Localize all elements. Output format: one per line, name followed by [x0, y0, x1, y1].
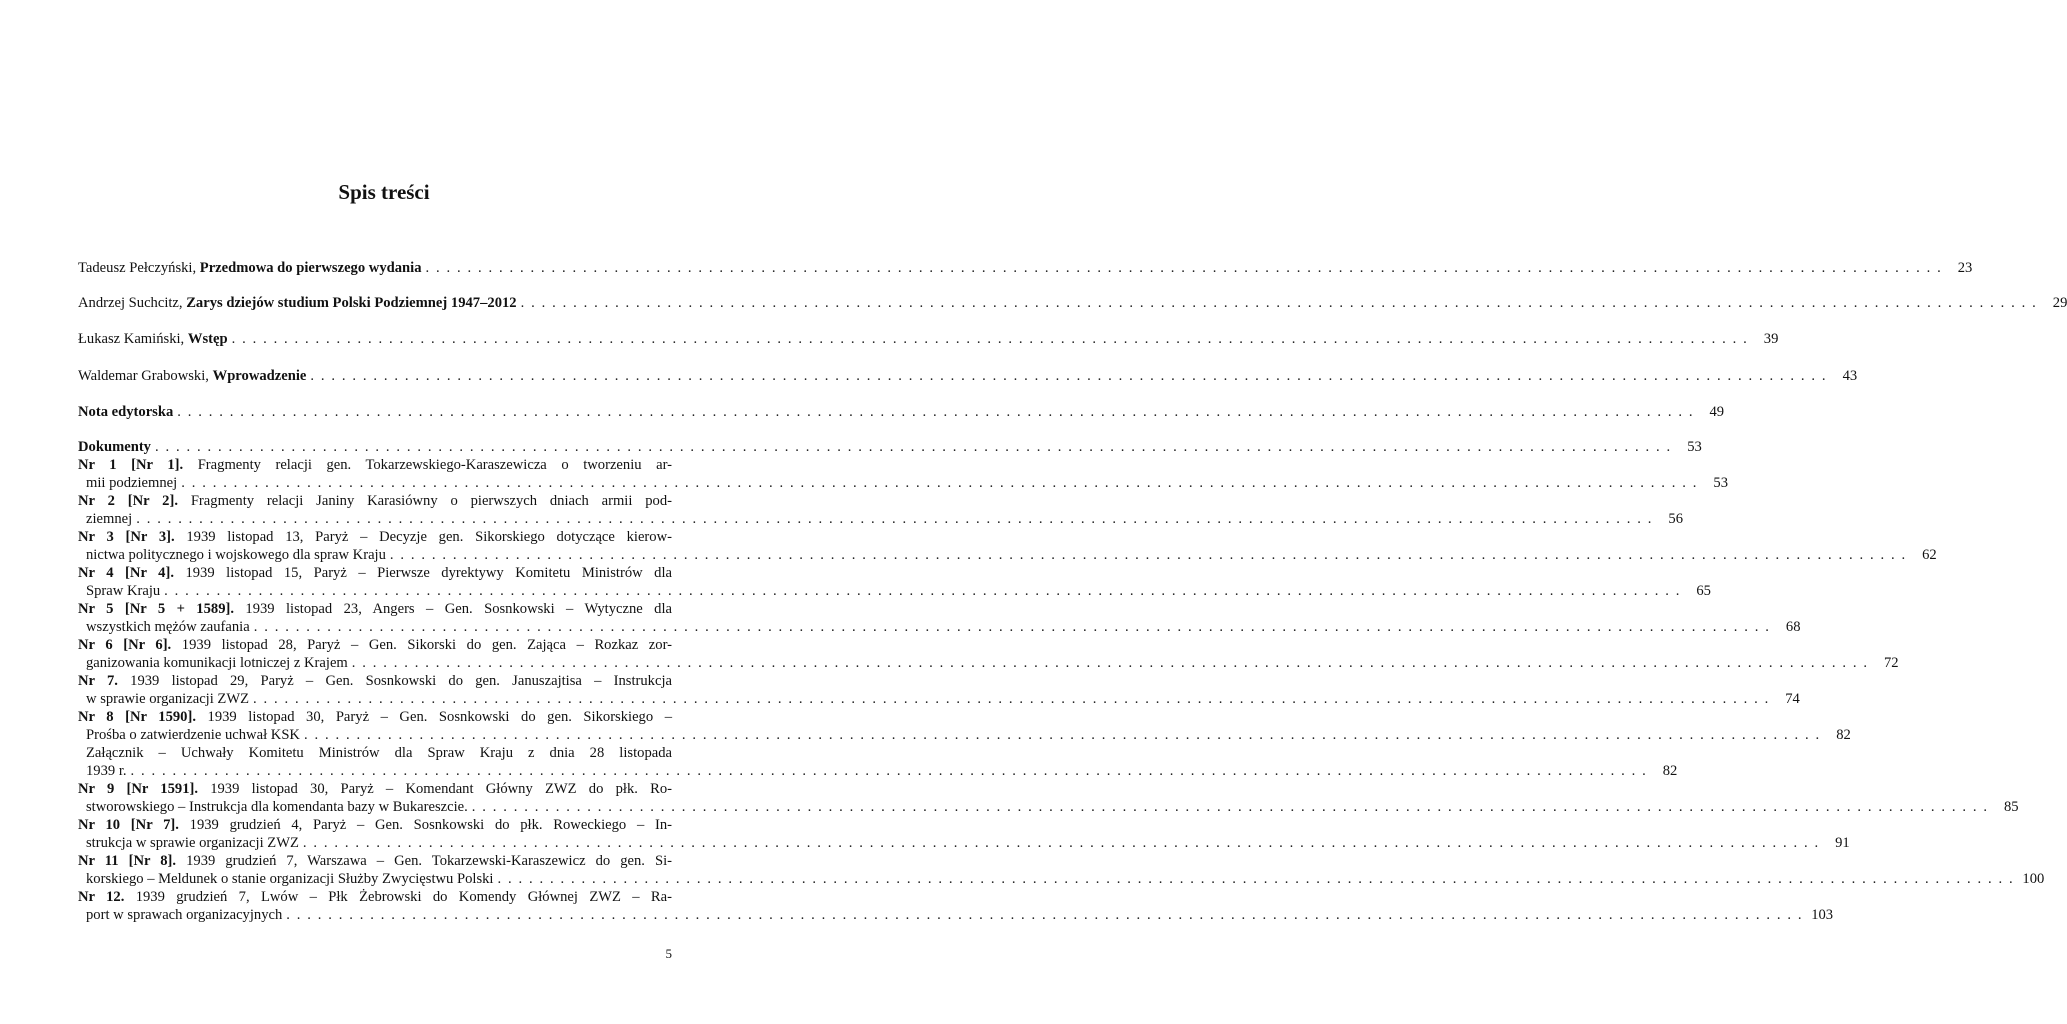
toc-entry-bold-text: Nr 6 [Nr 6].: [78, 637, 172, 653]
dot-leader: [521, 294, 2038, 312]
toc-line: [78, 708, 672, 726]
toc-entry-plain-text: 1939 listopad 15, Paryż – Pierwsze dyrektywy Komitetu Ministrów dla: [173, 565, 672, 581]
dot-leader: [177, 403, 1694, 421]
toc-line: [78, 870, 2045, 888]
toc-entry[interactable]: [78, 456, 1728, 492]
toc-entry-text: [86, 726, 300, 744]
toc-entry-plain-text: 1939 listopad 28, Paryż – Gen. Sikorski do gen. Zająca – Rozkaz zor-: [171, 637, 672, 653]
toc-entry-bold-text: Nr 2 [Nr 2].: [78, 493, 178, 509]
toc-page-number: 74: [1785, 691, 1800, 707]
toc-entry-plain-text: Łukasz Kamiński,: [78, 331, 188, 347]
toc-line: [78, 780, 672, 798]
dot-leader: [352, 654, 1869, 672]
dot-leader: [164, 582, 1681, 600]
toc-line: [78, 600, 672, 618]
toc-line: [78, 852, 672, 870]
toc-entry-bold-text: Nr 10 [Nr 7].: [78, 817, 179, 833]
page-title: Spis treści: [338, 180, 430, 204]
toc-entry[interactable]: [78, 636, 1899, 672]
toc-entry-bold-text: Nr 11 [Nr 8].: [78, 853, 177, 869]
toc-entry-plain-text: Waldemar Grabowski,: [78, 368, 213, 384]
toc-entry[interactable]: [78, 367, 1858, 385]
toc-entry-text: [86, 762, 127, 780]
toc-entry-plain-text: 1939 listopad 23, Angers – Gen. Sosnkowski – Wytyczne dla: [234, 601, 672, 617]
toc-entry-text: [86, 690, 249, 708]
dot-leader: [426, 259, 1943, 277]
toc-entry-text: [86, 870, 493, 888]
toc-entry[interactable]: [78, 259, 1973, 277]
toc-page-number: 53: [1687, 439, 1702, 455]
toc-entry-text: [86, 618, 250, 636]
toc-page-number: 53: [1713, 475, 1728, 491]
toc-page-number: 68: [1785, 619, 1801, 635]
toc-entry-text: [86, 834, 299, 852]
toc-entry-bold-text: Nr 1 [Nr 1].: [78, 457, 184, 473]
toc-entry-plain-text: 1939 listopad 29, Paryż – Gen. Sosnkowski do gen. Januszajtisa – Instrukcja: [117, 673, 672, 689]
toc-entry-plain-text: Andrzej Suchcitz,: [78, 295, 187, 311]
dot-leader: [497, 870, 2014, 888]
toc-entry[interactable]: [78, 672, 1800, 708]
toc-line: [78, 906, 1834, 924]
toc-line: [78, 888, 672, 906]
toc-line: [78, 564, 672, 582]
toc-line: [78, 546, 1937, 564]
dot-leader: [254, 618, 1771, 636]
toc-line: [78, 403, 1725, 421]
toc-entry-bold-text: Nr 7.: [78, 673, 118, 689]
toc-entry-plain-text: Prośba o zatwierdzenie uchwał KSK: [86, 727, 300, 743]
toc-entry-text: [86, 474, 177, 492]
toc-entry-bold-text: Nr 8 [Nr 1590].: [78, 709, 196, 725]
toc-entry-plain-text: korskiego – Meldunek o stanie organizacji Służby Zwycięstwu Polski: [86, 871, 494, 887]
toc-entry-text: [86, 582, 160, 600]
toc-entry-plain-text: Fragmenty relacji Janiny Karasiówny o pierwszych dniach armii pod-: [177, 493, 673, 509]
toc-page-number: 82: [1662, 763, 1678, 779]
toc-entry[interactable]: [78, 438, 1702, 456]
toc-entry-plain-text: ganizowania komunikacji lotniczej z Krajem: [86, 655, 348, 671]
toc-entry-plain-text: Fragmenty relacji gen. Tokarzewskiego-Karaszewicza o tworzeniu ar-: [183, 457, 673, 473]
toc-entry-plain-text: 1939 listopad 30, Paryż – Komendant Główny ZWZ do płk. Ro-: [198, 781, 672, 797]
toc-entry-bold-text: Nr 3 [Nr 3].: [78, 529, 175, 545]
toc-line: [78, 798, 2019, 816]
toc-line: [78, 618, 1801, 636]
toc-entry-text: [78, 438, 151, 456]
toc-entry-plain-text: Załącznik – Uchwały Komitetu Ministrów dla Spraw Kraju z dnia 28 listopada: [86, 745, 672, 761]
toc-line: [78, 492, 672, 510]
toc-line: [78, 636, 672, 654]
toc-page-number: 39: [1763, 331, 1779, 347]
page-number: 5: [665, 946, 672, 961]
toc-entry-bold-text: Nota edytorska: [78, 404, 174, 420]
toc-entry-plain-text: 1939 grudzień 7, Lwów – Płk Żebrowski do Komendy Głównej ZWZ – Ra-: [124, 889, 672, 905]
toc-entry[interactable]: [78, 564, 1711, 600]
dot-leader: [181, 474, 1698, 492]
toc-entry-plain-text: nictwa politycznego i wojskowego dla spraw Kraju: [86, 547, 386, 563]
toc-entry-plain-text: mii podziemnej: [86, 475, 178, 491]
toc-entry-bold-text: Wprowadzenie: [212, 368, 307, 384]
toc-entry-text: [78, 403, 173, 421]
toc-page-number: 23: [1957, 260, 1973, 276]
toc-entry-text: [86, 906, 282, 924]
toc-entry-plain-text: w sprawie organizacji ZWZ: [86, 691, 250, 707]
toc-entry-plain-text: Tadeusz Pełczyński,: [78, 260, 200, 276]
toc-entry-bold-text: Wstęp: [187, 331, 228, 347]
toc-page-number: 56: [1668, 511, 1683, 527]
toc-page-number: 100: [2022, 871, 2045, 887]
toc-line: [78, 672, 672, 690]
dot-leader: [390, 546, 1907, 564]
toc-line: [78, 259, 1973, 277]
dot-leader: [472, 798, 1989, 816]
toc-entry[interactable]: [78, 888, 1834, 924]
toc-entry-bold-text: Nr 5 [Nr 5 + 1589].: [78, 601, 234, 617]
toc-line: [78, 438, 1702, 456]
toc-entry-plain-text: wszystkich mężów zaufania: [86, 619, 250, 635]
toc-entry-plain-text: 1939 grudzień 7, Warszawa – Gen. Tokarzewski-Karaszewicz do gen. Si-: [176, 853, 672, 869]
toc-line: [78, 654, 1899, 672]
toc-line: [78, 582, 1711, 600]
toc-entry[interactable]: [78, 780, 2019, 816]
toc-entry[interactable]: [78, 294, 2067, 312]
toc-page-number: 49: [1709, 404, 1725, 420]
toc-page-number: 85: [2003, 799, 2019, 815]
toc-page-number: 82: [1836, 727, 1851, 743]
toc-line: [78, 726, 1851, 744]
toc-page-number: 65: [1696, 583, 1711, 599]
toc-entry[interactable]: [78, 403, 1725, 421]
toc-page-number: 29: [2052, 295, 2067, 311]
toc-entry-text: [86, 654, 348, 672]
toc-entry-plain-text: port w sprawach organizacyjnych: [86, 907, 283, 923]
toc-page-number: 72: [1883, 655, 1899, 671]
toc-entry[interactable]: [78, 600, 1801, 636]
toc-entry-plain-text: stworowskiego – Instrukcja dla komendanta bazy w Bukareszcie.: [86, 799, 468, 815]
toc-line: [78, 690, 1800, 708]
toc-entry-bold-text: Przedmowa do pierwszego wydania: [199, 260, 422, 276]
toc-page-number: 62: [1922, 547, 1937, 563]
toc-entry-text: [86, 798, 468, 816]
toc-entry-plain-text: 1939 r.: [86, 763, 127, 779]
toc-entry-plain-text: 1939 listopad 30, Paryż – Gen. Sosnkowski do gen. Sikorskiego –: [196, 709, 672, 725]
toc-entry-bold-text: Nr 9 [Nr 1591].: [78, 781, 198, 797]
dot-leader: [136, 510, 1653, 528]
toc-line: [78, 456, 672, 474]
toc-entry-bold-text: Dokumenty: [78, 439, 151, 455]
dot-leader: [155, 438, 1672, 456]
dot-leader: [304, 726, 1821, 744]
dot-leader: [310, 367, 1827, 385]
toc-entry-text: [86, 546, 386, 564]
toc-entry-plain-text: Spraw Kraju: [86, 583, 161, 599]
toc-entry-plain-text: 1939 listopad 13, Paryż – Decyzje gen. Sikorskiego dotyczące kierow-: [174, 529, 672, 545]
toc-entry-text: [78, 294, 517, 312]
toc-entry[interactable]: [78, 708, 1851, 780]
toc-line: [78, 834, 1850, 852]
toc-entry[interactable]: [78, 852, 2045, 888]
toc-page-number: 91: [1835, 835, 1850, 851]
toc-entry-plain-text: strukcja w sprawie organizacji ZWZ: [86, 835, 299, 851]
toc-entry-text: [86, 510, 132, 528]
toc-line: [78, 528, 672, 546]
dot-leader: [253, 690, 1770, 708]
toc-entry-bold-text: Zarys dziejów studium Polski Podziemnej 1947–2012: [186, 295, 517, 311]
toc-line: [78, 762, 1678, 780]
dot-leader: [303, 834, 1820, 852]
toc-page-number: 103: [1811, 907, 1834, 923]
toc-line: [78, 474, 1728, 492]
dot-leader: [286, 906, 1803, 924]
toc-line: [78, 510, 1683, 528]
toc-line: [78, 367, 1858, 385]
toc-entry[interactable]: [78, 528, 1937, 564]
toc-entry[interactable]: [78, 816, 1850, 852]
toc-entry-bold-text: Nr 12.: [78, 889, 125, 905]
dot-leader: [232, 330, 1749, 348]
toc-entry-plain-text: 1939 grudzień 4, Paryż – Gen. Sosnkowski do płk. Roweckiego – In-: [178, 817, 672, 833]
toc-entry-text: [78, 330, 228, 348]
toc-entry[interactable]: [78, 492, 1683, 528]
toc-line: [78, 294, 2067, 312]
toc-entry-text: [78, 259, 422, 277]
dot-leader: [131, 762, 1648, 780]
toc-entry-text: [78, 367, 306, 385]
toc-line: [78, 816, 672, 834]
toc-entry[interactable]: [78, 330, 1779, 348]
toc-entry-plain-text: ziemnej: [86, 511, 133, 527]
toc-entry-bold-text: Nr 4 [Nr 4].: [78, 565, 174, 581]
toc-page-number: 43: [1842, 368, 1858, 384]
toc-line: [78, 744, 672, 762]
toc-line: [78, 330, 1779, 348]
